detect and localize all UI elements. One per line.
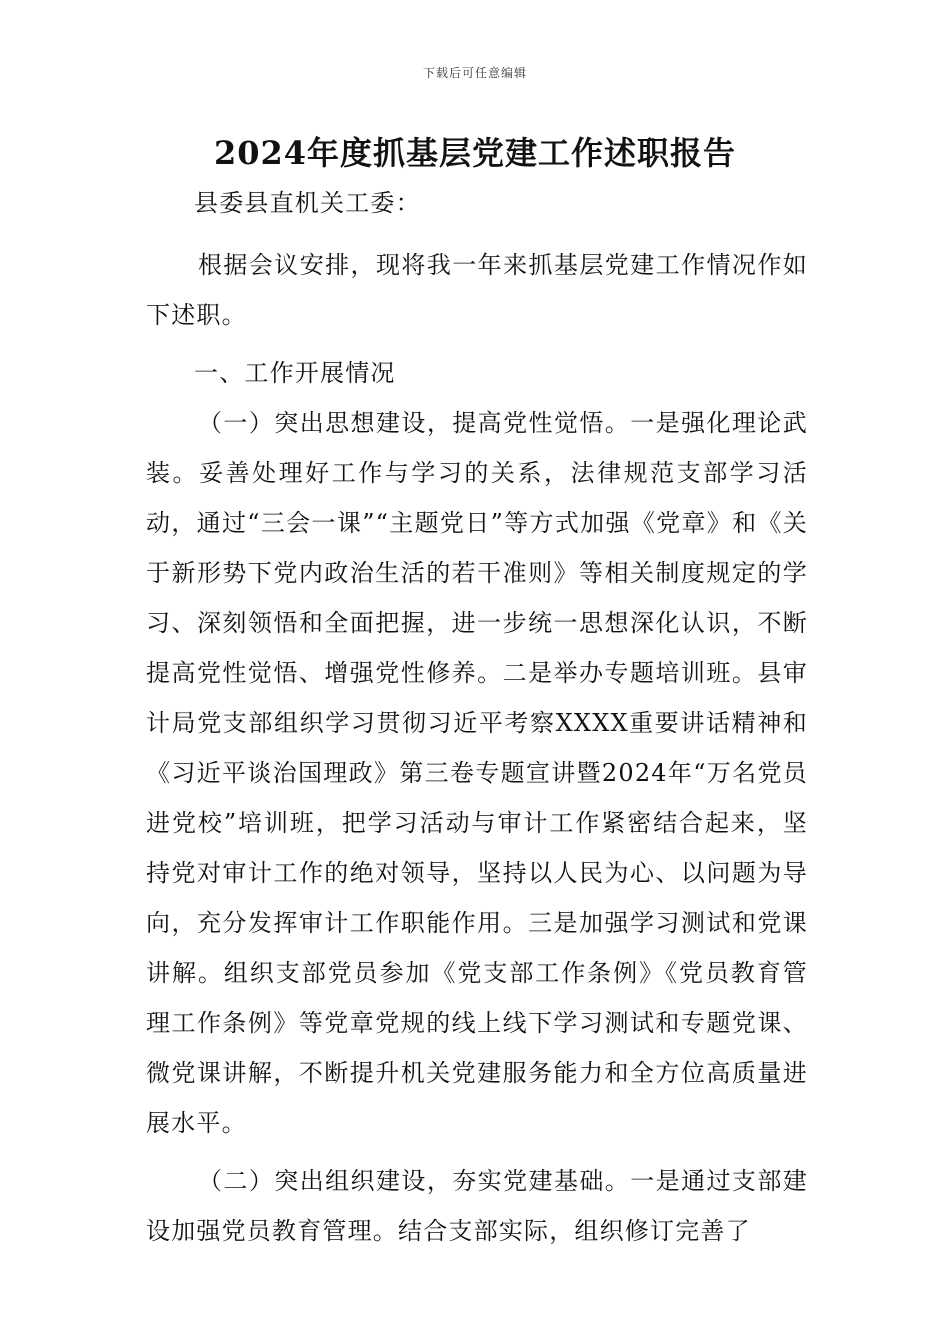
document-body xyxy=(146,178,808,1256)
body-paragraph: （二）突出组织建设，夯实党建基础。一是通过支部建设加强党员教育管理。结合支部实际，组织修订完善了 xyxy=(146,1167,808,1245)
salutation: 县委县直机关工委： xyxy=(194,189,421,217)
header-note: 下载后可任意编辑 xyxy=(422,66,527,80)
body-paragraph: （一）突出思想建设，提高党性觉悟。一是强化理论武装。妥善处理好工作与学习的关系，法律规范支部学习活动，通过“三会一课”“主题党日”等方式加强《党章》和《关于新形势下党内政治生活的若干准则》等相关制度规定的学习、深刻领悟和全面把握，进一步统一思想深化认识，不断提高党性觉悟、增强党性修养。二是举办专题培训班。县审计局党支部组织学习贯彻习近平考察XXXX重要讲话精神和《习近平谈治国理政》第三卷专题宣讲暨2024年“万名党员进党校”培训班，把学习活动与审计工作紧密结合起来，坚持党对审计工作的绝对领导，坚持以人民为心、以问题为导向，充分发挥审计工作职能作用。三是加强学习测试和党课讲解。组织支部党员参加《党支部工作条例》《党员教育管理工作条例》等党章党规的线上线下学习测试和专题党课、微党课讲解，不断提升机关党建服务能力和全方位高质量进展水平。 xyxy=(146,409,808,1137)
document-title: 2024年度抓基层党建工作述职报告 xyxy=(213,134,737,172)
section-heading: 一、工作开展情况 xyxy=(194,359,396,387)
intro-paragraph: 根据会议安排，现将我一年来抓基层党建工作情况作如下述职。 xyxy=(146,251,808,329)
